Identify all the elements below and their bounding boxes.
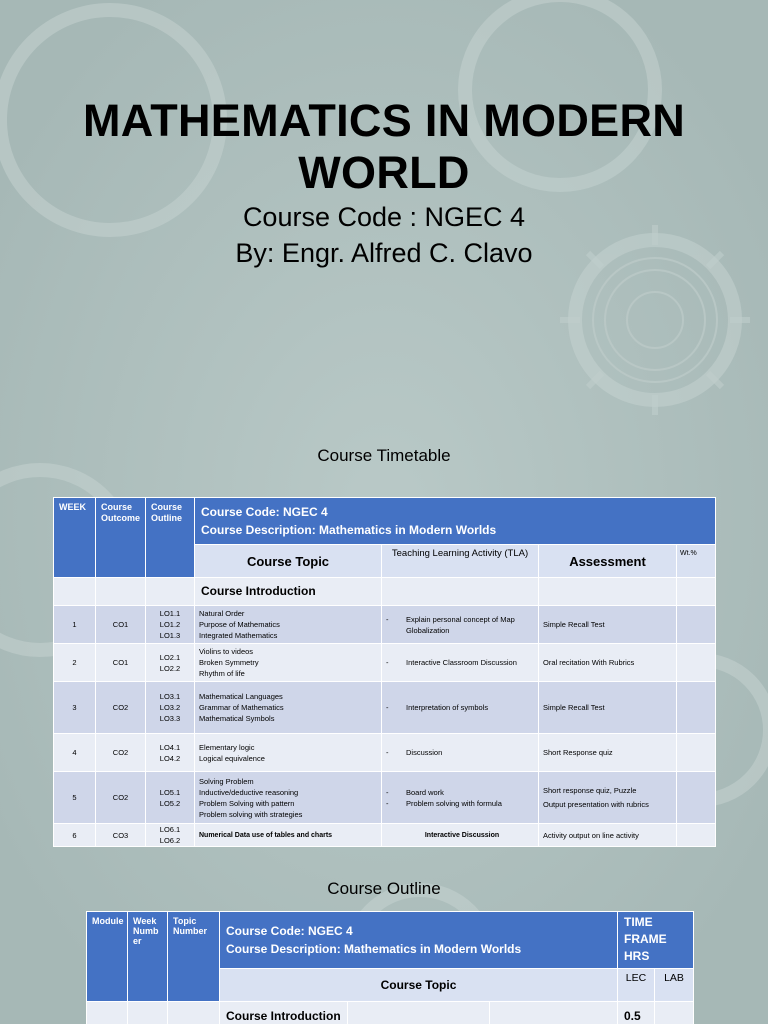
table-row: [54, 772, 716, 824]
assessment-item: Short response quiz, Puzzle: [543, 786, 637, 795]
table-row: [54, 606, 716, 644]
topic-item: Solving Problem: [199, 776, 254, 786]
outcome-cell: CO1: [96, 606, 146, 644]
title-line-2: WORLD: [298, 147, 470, 198]
tla-item: [386, 747, 538, 758]
table-row: [54, 644, 716, 682]
learning-outcome: LO4.1: [159, 742, 181, 752]
topic-cell: [195, 606, 382, 644]
tla-text: Interpretation of symbols: [406, 703, 489, 712]
col-course-topic: Course Topic: [195, 545, 382, 578]
bullet-dash: -: [386, 748, 389, 757]
assessment-item: Simple Recall Test: [543, 620, 605, 629]
week-cell: 2: [54, 644, 96, 682]
weight-cell: [677, 682, 716, 734]
assessment-cell: [539, 606, 677, 644]
weight-cell: [677, 824, 716, 847]
col-week: WEEK: [54, 498, 96, 578]
topic-item: Problem Solving with pattern: [199, 798, 295, 808]
learning-outcome: LO3.2: [159, 703, 181, 712]
learning-outcome: LO4.2: [159, 753, 181, 763]
outline-course-description: Course Description: Mathematics in Modern Worlds: [226, 942, 522, 956]
topic-item: Elementary logic: [199, 742, 255, 752]
course-timetable: [53, 497, 716, 847]
topic-item: Rhythm of life: [199, 669, 245, 678]
learning-outcome: LO3.1: [159, 692, 181, 701]
timetable-heading: Course Timetable: [317, 446, 451, 465]
author-line: By: Engr. Alfred C. Clavo: [235, 238, 533, 268]
intro-lec-hours: 0.5: [618, 1002, 655, 1024]
bullet-dash: -: [386, 658, 389, 667]
tla-text: Explain personal concept of Map Globalization: [406, 614, 515, 635]
learning-outcome: LO3.3: [159, 714, 181, 723]
assessment-cell: [539, 734, 677, 772]
topic-item: Grammar of Mathematics: [199, 703, 284, 712]
course-code-header: [195, 498, 716, 545]
col-week-number: Week Numb er: [128, 912, 168, 1002]
col-topic-number: Topic Number: [168, 912, 220, 1002]
outline-col-course-topic: Course Topic: [220, 969, 618, 1002]
tla-text: Discussion: [406, 748, 443, 757]
outline-course-code-header: [220, 912, 618, 969]
topic-cell: [195, 682, 382, 734]
weight-cell: [677, 644, 716, 682]
tla-item: Interactive Discussion: [424, 831, 500, 839]
topic-item: Problem solving with strategies: [199, 809, 303, 819]
tla-text: Board work: [406, 787, 444, 797]
topic-item: Logical equivalence: [199, 753, 265, 763]
tla-text: Interactive Classroom Discussion: [406, 658, 517, 667]
weight-cell: [677, 772, 716, 824]
outline-cell: [146, 824, 195, 847]
tla-item: [386, 702, 538, 713]
time-frame-header: TIME FRAME HRS: [618, 912, 694, 969]
table-row: [54, 734, 716, 772]
outline-course-code: Course Code: NGEC 4: [226, 924, 353, 938]
topic-item: Broken Symmetry: [199, 658, 259, 667]
outline-cell: [146, 644, 195, 682]
tla-item: [386, 798, 538, 809]
topic-item: Purpose of Mathematics: [199, 620, 280, 629]
bullet-dash: -: [386, 614, 389, 624]
tla-item: [386, 657, 538, 668]
course-description: Course Description: Mathematics in Modern Worlds: [201, 523, 497, 537]
topic-item: Natural Order: [199, 609, 245, 618]
weight-cell: [677, 734, 716, 772]
bullet-dash: -: [386, 703, 389, 712]
tla-item: [386, 614, 538, 636]
tla-item: [386, 787, 538, 798]
course-code-line: Course Code : NGEC 4: [242, 202, 526, 232]
week-cell: 4: [54, 734, 96, 772]
outline-cell: [146, 734, 195, 772]
bullet-dash: -: [386, 798, 389, 808]
topic-item: Numerical Data use of tables and charts: [199, 831, 333, 839]
col-tla: Teaching Learning Activity (TLA): [382, 545, 539, 578]
week-cell: 5: [54, 772, 96, 824]
topic-cell: [195, 644, 382, 682]
learning-outcome: LO1.3: [159, 631, 181, 640]
learning-outcome: LO6.2: [159, 836, 181, 845]
tla-cell: [382, 606, 539, 644]
outcome-cell: CO3: [96, 824, 146, 847]
outline-heading: Course Outline: [327, 879, 441, 898]
assessment-cell: [539, 644, 677, 682]
assessment-cell: [539, 824, 677, 847]
topic-item: Violins to videos: [199, 647, 254, 656]
learning-outcome: LO5.2: [159, 798, 181, 808]
assessment-cell: [539, 682, 677, 734]
outline-cell: [146, 606, 195, 644]
tla-cell: [382, 682, 539, 734]
learning-outcome: LO5.1: [159, 787, 181, 797]
col-assessment: Assessment: [539, 545, 677, 578]
topic-cell: [195, 734, 382, 772]
tla-cell: [382, 772, 539, 824]
learning-outcome: LO1.1: [159, 609, 181, 618]
col-lab: LAB: [655, 969, 694, 1002]
course-code: Course Code: NGEC 4: [201, 505, 328, 519]
learning-outcome: LO2.2: [159, 663, 181, 673]
week-cell: 6: [54, 824, 96, 847]
outcome-cell: CO2: [96, 772, 146, 824]
outline-course-introduction: Course Introduction: [220, 1002, 348, 1024]
week-cell: 3: [54, 682, 96, 734]
week-cell: 1: [54, 606, 96, 644]
topic-cell: [195, 824, 382, 847]
table-row: [54, 824, 716, 847]
topic-item: Integrated Mathematics: [199, 631, 278, 640]
col-course-outline: Course Outline: [146, 498, 195, 578]
assessment-item: Simple Recall Test: [543, 703, 605, 712]
learning-outcome: LO1.2: [159, 620, 181, 629]
topic-item: Inductive/deductive reasoning: [199, 787, 299, 797]
topic-item: Mathematical Languages: [199, 692, 283, 701]
col-lec: LEC: [618, 969, 655, 1002]
learning-outcome: LO2.1: [159, 652, 181, 662]
outline-cell: [146, 772, 195, 824]
outcome-cell: CO2: [96, 682, 146, 734]
weight-cell: [677, 606, 716, 644]
assessment-cell: [539, 772, 677, 824]
assessment-item: Output presentation with rubrics: [543, 800, 649, 809]
course-introduction: Course Introduction: [195, 578, 382, 606]
table-row: [54, 682, 716, 734]
course-outline: [86, 911, 694, 1024]
col-weight: Wt.%: [677, 545, 716, 578]
tla-cell: [382, 644, 539, 682]
outcome-cell: CO2: [96, 734, 146, 772]
page-title: [0, 95, 768, 199]
tla-cell: [382, 734, 539, 772]
tla-text: Problem solving with formula: [406, 798, 502, 808]
tla-cell: [382, 824, 539, 847]
outline-cell: [146, 682, 195, 734]
col-module: Module: [87, 912, 128, 1002]
learning-outcome: LO6.1: [159, 825, 181, 834]
topic-cell: [195, 772, 382, 824]
assessment-item: Short Response quiz: [543, 748, 613, 757]
assessment-item: Oral recitation With Rubrics: [543, 658, 635, 667]
outcome-cell: CO1: [96, 644, 146, 682]
col-course-outcome: Course Outcome: [96, 498, 146, 578]
bullet-dash: -: [386, 787, 389, 797]
title-line-1: MATHEMATICS IN MODERN: [82, 95, 686, 146]
subtitle: [0, 199, 768, 271]
assessment-item: Activity output on line activity: [543, 830, 639, 840]
topic-item: Mathematical Symbols: [199, 714, 275, 723]
